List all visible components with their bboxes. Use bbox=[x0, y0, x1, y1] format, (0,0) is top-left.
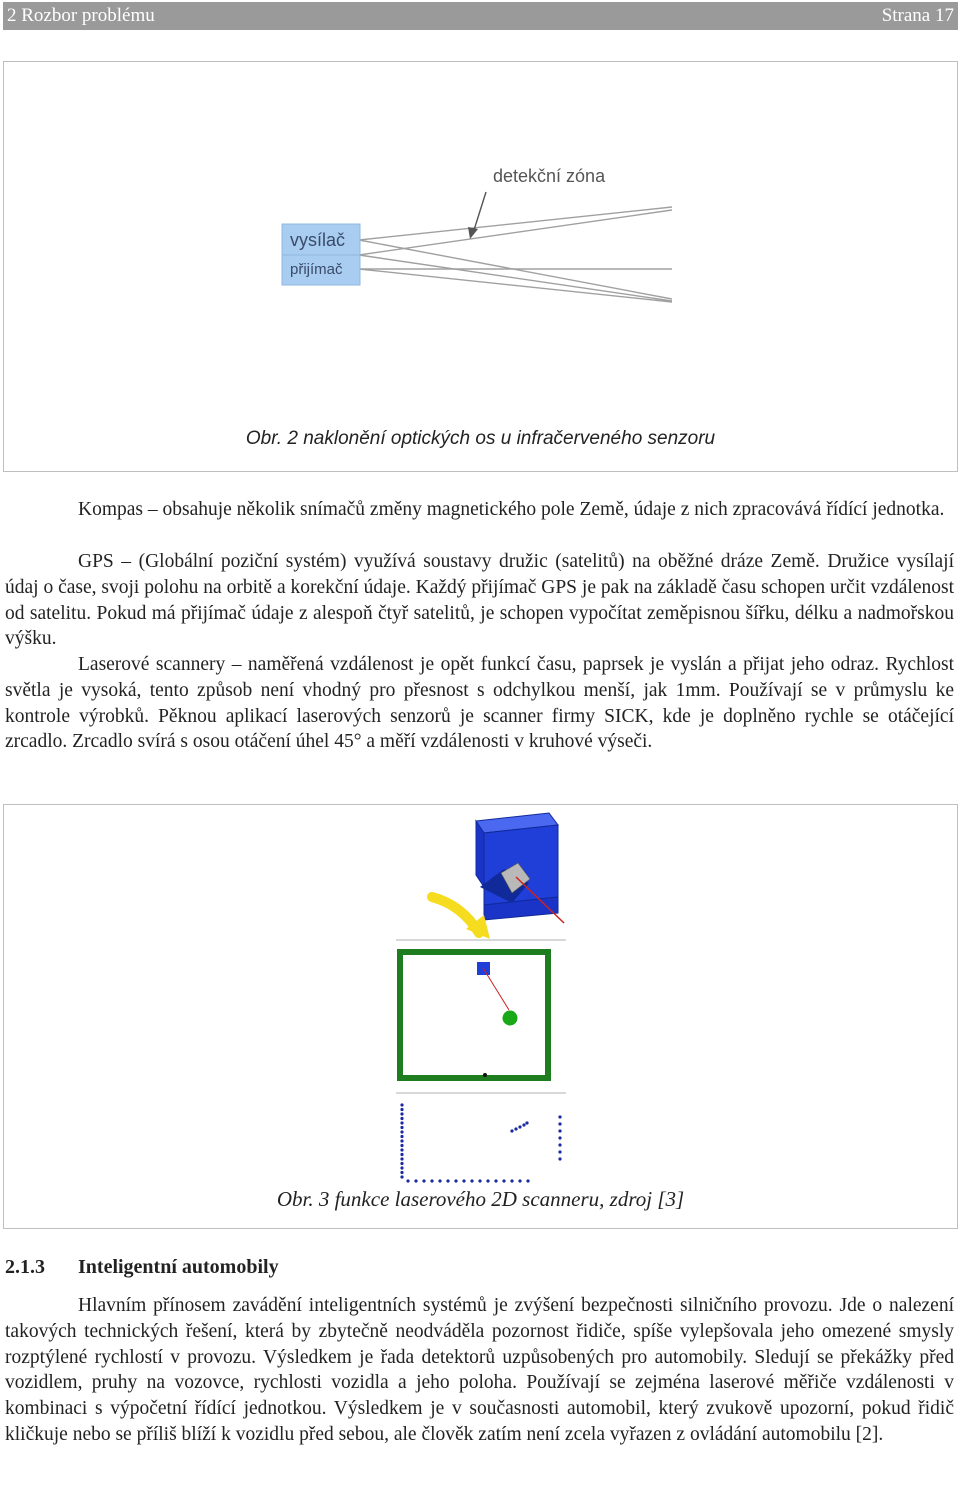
scan-point bbox=[406, 1179, 409, 1182]
scan-point bbox=[470, 1179, 473, 1182]
paragraph-text: Hlavním přínosem zavádění inteligentních systémů je zvýšení bezpečnosti silničního provozu. Jde o nalezení takových technických řešení, která by zbytečně neodváděla pozornost řidiče, spíše vylepšovala jeho omezené smysly rozptýlené rychlostí v provozu. Výsledkem je řada detektorů uzpůsobených pro automobily. Sledují se překážky před vozidlem, pruhy na vozovce, rychlosti vozidla a jeho poloha. Používají se zejména laserové měřiče vzdálenosti v kombinaci s výpočetní řídící jednotkou. Výsledkem je v současnosti automobil, který zvukově upozorní, pokud řidič kličkuje nebo se příliš blíží k vozidlu před sebou, ale člověk zatím není zcela vyřazen z ovládání automobilu [2]. bbox=[5, 1295, 954, 1445]
scan-point bbox=[558, 1150, 561, 1153]
scan-point bbox=[400, 1162, 403, 1165]
laser-ray bbox=[483, 968, 509, 1010]
scan-point bbox=[462, 1179, 465, 1182]
paragraph-text: Laserové scannery – naměřená vzdálenost je opět funkcí času, paprsek je vyslán a přijat jeho odraz. Rychlost světla je vysoká, tento způsob není vhodný pro přesnost s odchylkou menší, jak 1mm. Používají se v průmyslu ke kontrole výrobků. Pěknou aplikací laserových senzorů je scanner firmy SICK, kde je doplněno rychle se otáčející zrcadlo. Zrcadlo svírá s osou otáčení úhel 45° a měří vzdálenosti v kruhové výseči. bbox=[5, 654, 954, 753]
running-header bbox=[3, 2, 958, 30]
section-number: 2.1.3 bbox=[5, 1256, 45, 1278]
scan-point bbox=[400, 1144, 403, 1147]
room-frame bbox=[400, 952, 548, 1078]
section-title: Inteligentní automobily bbox=[78, 1256, 279, 1278]
scan-point bbox=[400, 1148, 403, 1151]
obstacle-ball bbox=[503, 1011, 518, 1026]
paragraph-compass bbox=[5, 497, 954, 523]
figure-laser-scanner bbox=[3, 804, 958, 1229]
scan-point bbox=[438, 1179, 441, 1182]
scan-point bbox=[478, 1179, 481, 1182]
scan-point bbox=[400, 1153, 403, 1156]
scan-point bbox=[446, 1179, 449, 1182]
paragraph-gps bbox=[5, 549, 954, 652]
scan-point bbox=[400, 1117, 403, 1120]
beam-line bbox=[359, 210, 672, 255]
scan-point bbox=[522, 1123, 525, 1126]
laser-scanner-diagram bbox=[4, 805, 957, 1228]
paragraph-intelligent-cars bbox=[5, 1293, 954, 1448]
scan-point bbox=[514, 1127, 517, 1130]
scan-point bbox=[400, 1103, 403, 1106]
section-heading bbox=[5, 1256, 279, 1279]
scan-point bbox=[558, 1157, 561, 1160]
paragraph-laser bbox=[5, 652, 954, 755]
scan-point bbox=[400, 1171, 403, 1174]
scan-point bbox=[400, 1112, 403, 1115]
scan-point bbox=[400, 1139, 403, 1142]
scan-point bbox=[400, 1108, 403, 1111]
header-page-number: Strana 17 bbox=[881, 5, 954, 26]
scan-point bbox=[518, 1125, 521, 1128]
scan-point bbox=[400, 1166, 403, 1169]
beam-line bbox=[359, 255, 672, 301]
scan-point bbox=[400, 1135, 403, 1138]
scan-point bbox=[400, 1175, 403, 1178]
scan-point bbox=[486, 1179, 489, 1182]
zone-pointer-line bbox=[474, 192, 486, 230]
scan-point bbox=[400, 1130, 403, 1133]
scanner-device bbox=[476, 813, 558, 920]
scan-point bbox=[430, 1179, 433, 1182]
scan-point bbox=[558, 1129, 561, 1132]
scan-point bbox=[510, 1129, 513, 1132]
figure-2-caption: Obr. 3 funkce laserového 2D scanneru, zdroj [3] bbox=[276, 1187, 685, 1211]
scan-point bbox=[558, 1115, 561, 1118]
paragraph-text: GPS – (Globální poziční systém) využívá soustavy družic (satelitů) na oběžné dráze Země. Družice vysílají údaj o čase, svoji polohu na orbitě a korekční údaje. Každý přijímač GPS je pak na základě času schopen určit vzdálenost od satelitu. Pokud má přijímač údaje z alespoň čtyř satelitů, je schopen vypočítat zeměpisnou šířku, délku a nadmořskou výšku. bbox=[5, 551, 954, 650]
scan-point bbox=[526, 1179, 529, 1182]
scan-point bbox=[494, 1179, 497, 1182]
header-section: 2 Rozbor problému bbox=[7, 5, 155, 26]
scan-point bbox=[518, 1179, 521, 1182]
scanner-point bbox=[483, 1073, 487, 1077]
scan-point bbox=[400, 1157, 403, 1160]
scan-point bbox=[558, 1136, 561, 1139]
scan-point bbox=[558, 1143, 561, 1146]
transmitter-label: vysílač bbox=[290, 230, 346, 250]
beam-line bbox=[359, 207, 672, 240]
scan-point bbox=[558, 1122, 561, 1125]
scan-point bbox=[454, 1179, 457, 1182]
ir-sensor-diagram bbox=[4, 62, 957, 471]
scan-point bbox=[400, 1126, 403, 1129]
scan-point bbox=[502, 1179, 505, 1182]
scan-point bbox=[510, 1179, 513, 1182]
scan-point bbox=[525, 1121, 528, 1124]
scan-point bbox=[414, 1179, 417, 1182]
scan-point bbox=[400, 1121, 403, 1124]
beam-line bbox=[359, 269, 672, 302]
beam-lines bbox=[359, 207, 672, 302]
scan-points bbox=[400, 1103, 561, 1182]
detection-zone-label: detekční zóna bbox=[493, 166, 606, 186]
figure-ir-sensor bbox=[3, 61, 958, 472]
scan-point bbox=[422, 1179, 425, 1182]
figure-1-caption: Obr. 2 naklonění optických os u infračerveného senzoru bbox=[245, 428, 716, 449]
receiver-label: přijímač bbox=[290, 261, 343, 278]
paragraph-text: Kompas – obsahuje několik snímačů změny magnetického pole Země, údaje z nich zpracovává řídící jednotka. bbox=[78, 499, 945, 520]
zone-pointer-arrowhead bbox=[468, 227, 478, 239]
